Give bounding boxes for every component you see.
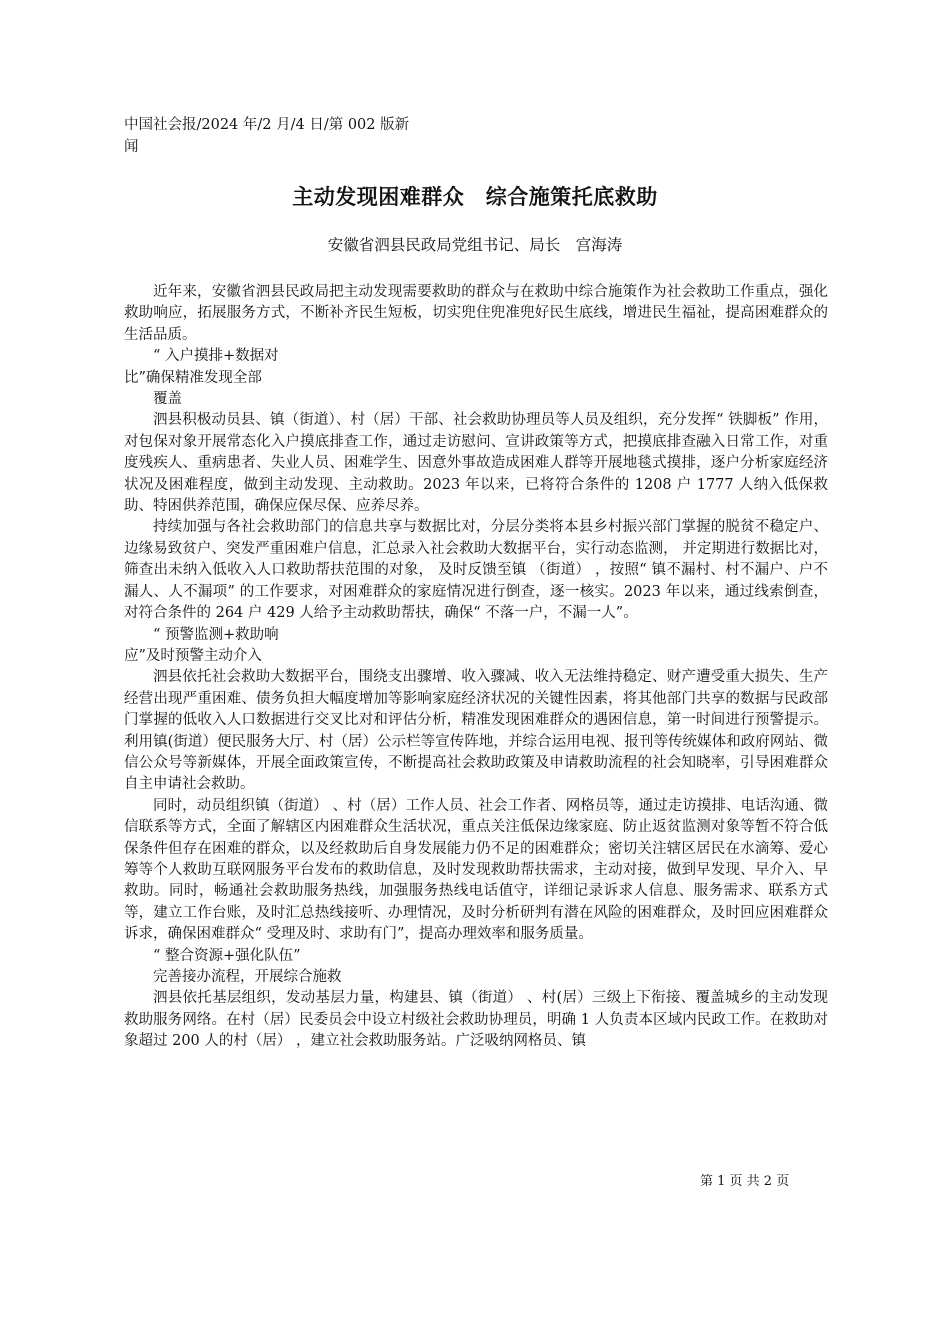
section-heading-3-line-1: “ 整合资源+强化队伍” [153,947,301,964]
page-indicator: 第 1 页 共 2 页 [700,1174,790,1189]
paragraph-intro: 近年来，安徽省泗县民政局把主动发现需要救助的群众与在救助中综合施策作为社会救助工作重点，强化救助响应，拓展服务方式，不断补齐民生短板，切实兜住兜准兜好民生底线，增进民生福祉，提高困难群众的生活品质。 [124,284,828,343]
section-heading-1-line-2: 比”确保精准发现全部 [124,369,262,386]
section-heading-1-line-1: “ 入户摸排+数据对 [153,348,279,365]
source-line: 中国社会报/2024 年/2 月/4 日/第 002 版新闻 [124,117,410,155]
article-title: 主动发现困难群众 综合施策托底救助 [292,185,658,209]
section-heading-1-line-3: 覆盖 [153,391,182,408]
section-heading-2-line-2: 应”及时预警主动介入 [124,647,262,664]
paragraph: 泗县依托社会救助大数据平台，围绕支出骤增、收入骤减、收入无法维持稳定、财产遭受重大损失、生产经营出现严重困难、债务负担大幅度增加等影响家庭经济状况的关键性因素，将其他部门共享的数据与民政部门掌握的低收入人口数据进行交叉比对和评估分析，精准发现困难群众的遇困信息，第一时间进行预警提示。利用镇(街道）便民服务大厅、村（居）公示栏等宣传阵地，并综合运用电视、报刊等传统媒体和政府网站、微信公众号等新媒体，开展全面政策宣传，不断提高社会救助政策及申请救助流程的社会知晓率，引导困难群众自主申请社会救助。 [124,669,828,793]
section-heading-3-line-2: 完善接办流程，开展综合施救 [153,969,342,985]
section-heading-2-line-1: “ 预警监测+救助响 [153,626,279,643]
article-body [124,282,828,1053]
paragraph: 泗县积极动员县、镇（街道）、村（居）干部、社会救助协理员等人员及组织，充分发挥“ 铁脚板” 作用，对包保对象开展常态化入户摸底排查工作，通过走访慰问、宣讲政策等方式，把摸底排查融入日常工作，对重度残疾人、重病患者、失业人员、困难学生、因意外事故造成困难人群等开展地毯式摸排，逐户分析家庭经济状况及困难程度，做到主动发现、主动救助。2023 年以来，已将符合条件的 1208 户 1777 人纳入低保救助、特困供养范围，确保应保尽保、应养尽养。 [124,412,828,515]
article-byline: 安徽省泗县民政局党组书记、局长 宫海涛 [327,236,623,254]
paragraph: 持续加强与各社会救助部门的信息共享与数据比对，分层分类将本县乡村振兴部门掌握的脱贫不稳定户、边缘易致贫户、突发严重困难户信息，汇总录入社会救助大数据平台，实行动态监测， 并定期进行数据比对， 筛查出未纳入低收入人口救助帮扶范围的对象， 及时反馈至镇 （街道） ，按照“ 镇不漏村、村不漏户、户不漏人、人不漏项” 的工作要求，对困难群众的家庭情况进行倒查，逐一核实。2023 年以来，通过线索倒查，对符合条件的 264 户 429 人给予主动救助帮扶，确保“ 不落一户，不漏一人”。 [124,519,828,622]
paragraph: 同时，动员组织镇（街道） 、村（居）工作人员、社会工作者、网格员等，通过走访摸排、电话沟通、微信联系等方式，全面了解辖区内困难群众生活状况，重点关注低保边缘家庭、防止返贫监测对象等暂不符合低保条件但存在困难的群众，以及经救助后自身发展能力仍不足的困难群众；密切关注辖区居民在水滴筹、爱心筹等个人救助互联网服务平台发布的救助信息，及时发现救助帮扶需求，主动对接，做到早发现、早介入、早救助。同时，畅通社会救助服务热线，加强服务热线电话值守，详细记录诉求人信息、服务需求、联系方式等，建立工作台账，及时汇总热线接听、办理情况，及时分析研判有潜在风险的困难群众，及时回应困难群众诉求，确保困难群众“ 受理及时、求助有门”，提高办理效率和服务质量。 [124,797,828,943]
paragraph: 泗县依托基层组织，发动基层力量，构建县、镇（街道） 、村(居）三级上下衔接、覆盖城乡的主动发现救助服务网络。在村（居）民委员会中设立村级社会救助协理员，明确 1 人负责本区域内民政工作。在救助对象超过 200 人的村（居） ，建立社会救助服务站。广泛吸纳网格员、镇 [124,990,828,1050]
